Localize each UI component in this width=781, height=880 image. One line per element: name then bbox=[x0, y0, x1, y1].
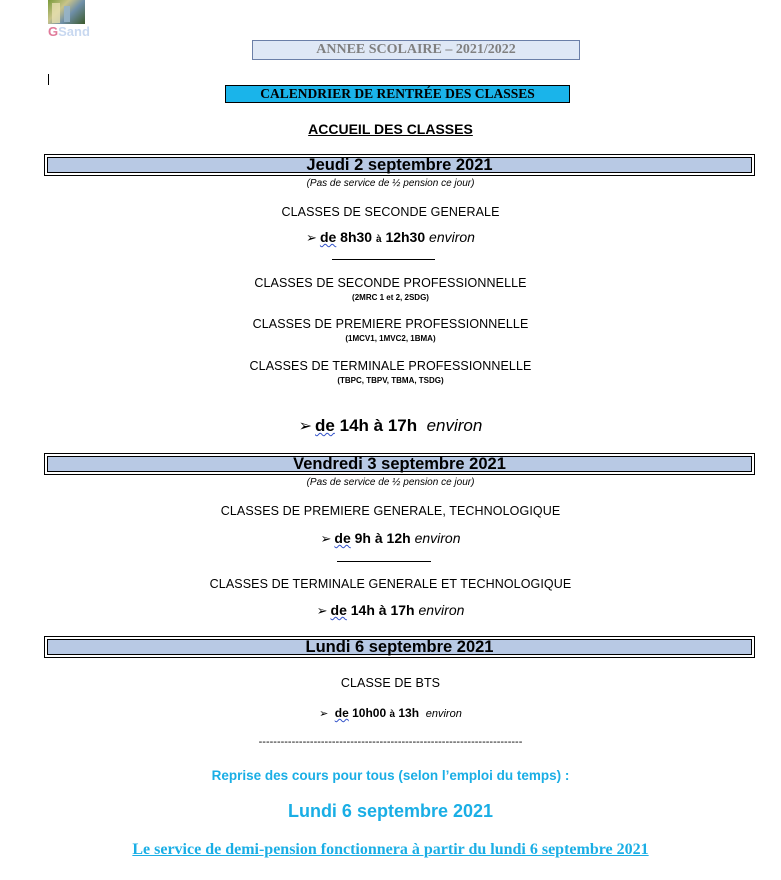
accueil-heading: ACCUEIL DES CLASSES bbox=[308, 121, 473, 137]
class-label: CLASSES DE TERMINALE GENERALE ET TECHNOLOGIQUE bbox=[209, 577, 572, 591]
day-title: Vendredi 3 septembre 2021 bbox=[47, 456, 752, 472]
school-logo bbox=[48, 0, 90, 40]
logo-stripe bbox=[64, 6, 70, 22]
time-slot: ➢ de 14h à 17h environ bbox=[316, 602, 465, 618]
class-label: CLASSES DE SECONDE GENERALE bbox=[281, 205, 500, 219]
arrow-icon: ➢ bbox=[306, 230, 317, 245]
arrow-icon: ➢ bbox=[298, 418, 313, 435]
class-label: CLASSE DE BTS bbox=[340, 676, 441, 690]
class-sublabel: (2MRC 1 et 2, 2SDG) bbox=[352, 293, 429, 302]
reprise-date: Lundi 6 septembre 2021 bbox=[287, 801, 494, 821]
time-slot: ➢ de 8h30 à 12h30 environ bbox=[306, 229, 475, 245]
separator-line bbox=[332, 259, 435, 260]
day-title: Lundi 6 septembre 2021 bbox=[47, 639, 752, 655]
logo-stripe bbox=[52, 3, 60, 23]
day-title: Jeudi 2 septembre 2021 bbox=[47, 157, 752, 173]
separator-line bbox=[337, 561, 431, 562]
class-label: CLASSES DE TERMINALE PROFESSIONNELLE bbox=[249, 359, 532, 373]
logo-text: GSand bbox=[48, 24, 90, 39]
school-year-box: ANNEE SCOLAIRE – 2021/2022 bbox=[252, 40, 580, 60]
day-bar-jeudi bbox=[44, 154, 755, 176]
class-label: CLASSES DE PREMIERE PROFESSIONNELLE bbox=[252, 317, 529, 331]
time-slot: ➢ de 14h à 17h environ bbox=[298, 416, 483, 435]
calendar-title-box: CALENDRIER DE RENTRÉE DES CLASSES bbox=[225, 85, 570, 103]
class-label: CLASSES DE SECONDE PROFESSIONNELLE bbox=[254, 276, 527, 290]
service-notice: Le service de demi-pension fonctionnera à partir du lundi 6 septembre 2021 bbox=[132, 841, 649, 858]
day-bar-lundi bbox=[44, 636, 755, 658]
class-sublabel: (1MCV1, 1MVC2, 1BMA) bbox=[345, 334, 436, 343]
text-cursor bbox=[48, 74, 49, 85]
time-slot: ➢ de 10h00 à 13h environ bbox=[319, 706, 462, 720]
arrow-icon: ➢ bbox=[319, 708, 329, 720]
arrow-icon: ➢ bbox=[316, 603, 328, 618]
class-sublabel: (TBPC, TBPV, TBMA, TSDG) bbox=[337, 376, 444, 385]
dashed-separator: ------------------------------------------------------------------------ bbox=[258, 736, 523, 748]
class-label: CLASSES DE PREMIERE GENERALE, TECHNOLOGIQUE bbox=[220, 504, 561, 518]
arrow-icon: ➢ bbox=[320, 531, 332, 546]
time-slot: ➢ de 9h à 12h environ bbox=[320, 530, 461, 546]
day-bar-vendredi bbox=[44, 453, 755, 475]
pension-note: (Pas de service de ½ pension ce jour) bbox=[306, 477, 475, 488]
pension-note: (Pas de service de ½ pension ce jour) bbox=[306, 178, 475, 189]
reprise-text: Reprise des cours pour tous (selon l’emploi du temps) : bbox=[211, 768, 570, 783]
